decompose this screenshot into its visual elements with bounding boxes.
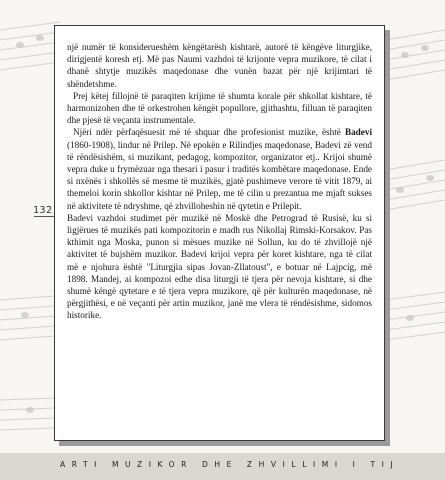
paragraph-naumi: një numër të konsiderueshëm këngëtarësh kishtarë, autorë të këngëve liturgjike, dirigjentë koresh etj. Më pas Naumi vazhdoi të krijonte vepra muzikore, të cilat i dhanë shtytje muzikës maqedonase dhe vunën bazat për një krijimtari të shëndetshme. xyxy=(67,42,372,89)
paragraph-badevi-intro xyxy=(67,126,372,211)
page-number-rule xyxy=(34,216,54,217)
running-footer: ARTI MUZIKOR DHE ZHVILLIMI I TIJ xyxy=(60,460,400,469)
badevi-name-bold: Badevi xyxy=(344,127,372,138)
badevi-intro-continuation: (1860-1908), lindur në Prilep. Në epokën e Rilindjes maqedonase, Badevi zë vend të rëndësishëm, si muzikant, pedagog, kompozitor, organizator etj.. Krijoi shumë vepra duke u frymëzuar nga thesari i pasur i traditës kombëtare maqedonase. Ende si nxënës i shkollës së mesme të muzikës, gjatë pushimeve verore të vitit 1879, ai themeloi korin shkollor kishtar në Prilep, me të cilin u prezantua me mjaft sukses në aktivitete të ndryshme, që zhvilloheshin në qytetin e Prilepit. xyxy=(67,139,372,211)
paragraph-badevi-studies: Badevi vazhdoi studimet për muzikë në Moskë dhe Petrograd të Rusisë, ku si ligjërues të muzikës pati kompozitorin e madh rus Nikollaj Rimski-Korsakov. Pas kthimit nga Moska, punon si mësues muzike në Sollun, ku do të zhvillojë një aktivitet të bujshëm muzikor. Badevi krijoi vepra për koret kishtare, nga të cilat më e njohura është "Liturgjia sipas Jovan-Zllatoust", e botuar në Lajpcig, më 1898. Mandej, ai kompozoi edhe disa liturgji të tjera për nevoja kishtare, si dhe shumë këngë qytetare e të tjera vepra muzikore, që për kulturën maqedonase, në përgjithësi, e në veçanti për artin muzikor, janë me vlera të rëndësishme, sidomos historike. xyxy=(67,212,372,321)
body-text-box xyxy=(54,25,385,441)
paragraph-choral-works: Prej këtej fillojnë të paraqiten krijime të shumta korale për shkollat kishtare, të harmonizohen dhe të orkestrohen këngët popullore, gjithashtu, filluan të paraqiten dhe pjesë të veçanta instrumentale. xyxy=(67,90,372,126)
page-number: 132 xyxy=(33,205,53,216)
badevi-intro-text: Njëri ndër përfaqësuesit më të shquar dhe profesionist muzike, është xyxy=(73,127,345,138)
